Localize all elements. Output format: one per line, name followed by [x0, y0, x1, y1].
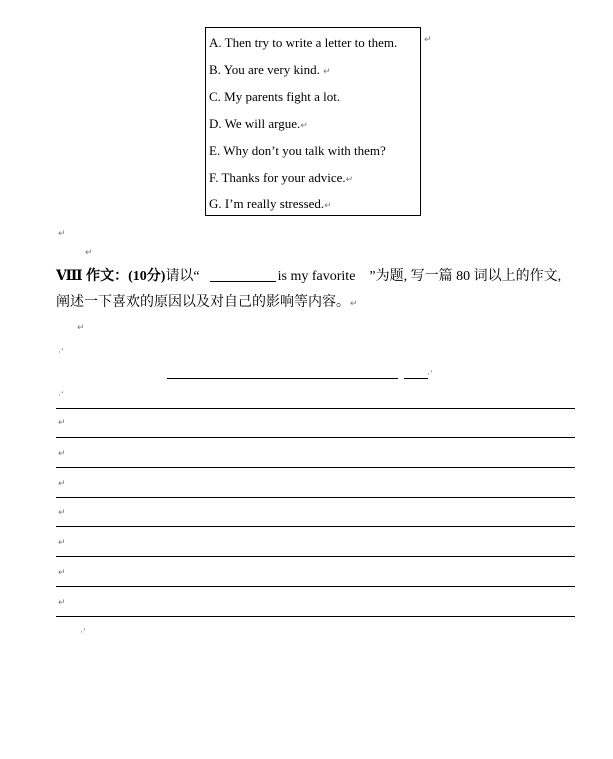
paragraph-mark-icon: ↵	[77, 323, 85, 333]
option-c: C. My parents fight a lot.	[209, 89, 341, 104]
paragraph-mark-icon: ↵	[58, 418, 66, 428]
option-e: E. Why don’t you talk with them?	[209, 143, 386, 158]
writing-line[interactable]	[56, 556, 575, 557]
paragraph-mark-icon: ↵	[58, 598, 66, 608]
paragraph-mark-icon: ↵	[58, 568, 66, 578]
small-mark: ·ʼ	[58, 391, 64, 401]
writing-line[interactable]	[56, 586, 575, 587]
option-g: G. I’m really stressed.↵	[209, 196, 332, 211]
small-mark: ·ʼ	[80, 628, 86, 638]
writing-line[interactable]	[56, 616, 575, 617]
writing-line[interactable]	[56, 497, 575, 498]
paragraph-mark-icon: ↵	[324, 201, 332, 211]
paragraph-mark-icon: ↵	[345, 175, 354, 185]
paragraph-mark-icon: ↵	[58, 229, 66, 239]
small-mark: ·ʼ	[427, 370, 433, 380]
option-b: B. You are very kind. ↵	[209, 62, 331, 77]
paragraph-mark-icon: ↵	[58, 479, 66, 489]
paragraph-mark-icon: ↵	[58, 449, 66, 459]
answer-options-box	[205, 27, 421, 216]
essay-title-line[interactable]	[167, 378, 398, 379]
writing-section-heading-line2: 阐述一下喜欢的原因以及对自己的影响等内容。↵	[56, 295, 358, 310]
writing-line[interactable]	[56, 467, 575, 468]
small-mark: ·ʼ	[58, 348, 64, 358]
paragraph-mark-icon: ↵	[424, 35, 432, 45]
essay-title-line-end[interactable]	[404, 378, 428, 379]
paragraph-mark-icon: ↵	[58, 508, 66, 518]
paragraph-mark-icon: ↵	[350, 299, 358, 309]
paragraph-mark-icon: ↵	[300, 121, 308, 131]
paragraph-mark-icon: ↵	[85, 248, 93, 258]
writing-line[interactable]	[56, 408, 575, 409]
writing-line[interactable]	[56, 437, 575, 438]
title-blank	[210, 269, 276, 282]
writing-section-heading: Ⅷ 作文：(10分)请以“ is my favorite ”为题, 写一篇 80 词以上的作文,	[56, 269, 562, 284]
paragraph-mark-icon: ↵	[323, 67, 331, 77]
paragraph-mark-icon: ↵	[58, 538, 66, 548]
writing-line[interactable]	[56, 526, 575, 527]
option-a: A. Then try to write a letter to them.	[209, 35, 398, 50]
option-f: F. Thanks for your advice.↵	[209, 170, 354, 185]
option-d: D. We will argue.↵	[209, 116, 308, 131]
